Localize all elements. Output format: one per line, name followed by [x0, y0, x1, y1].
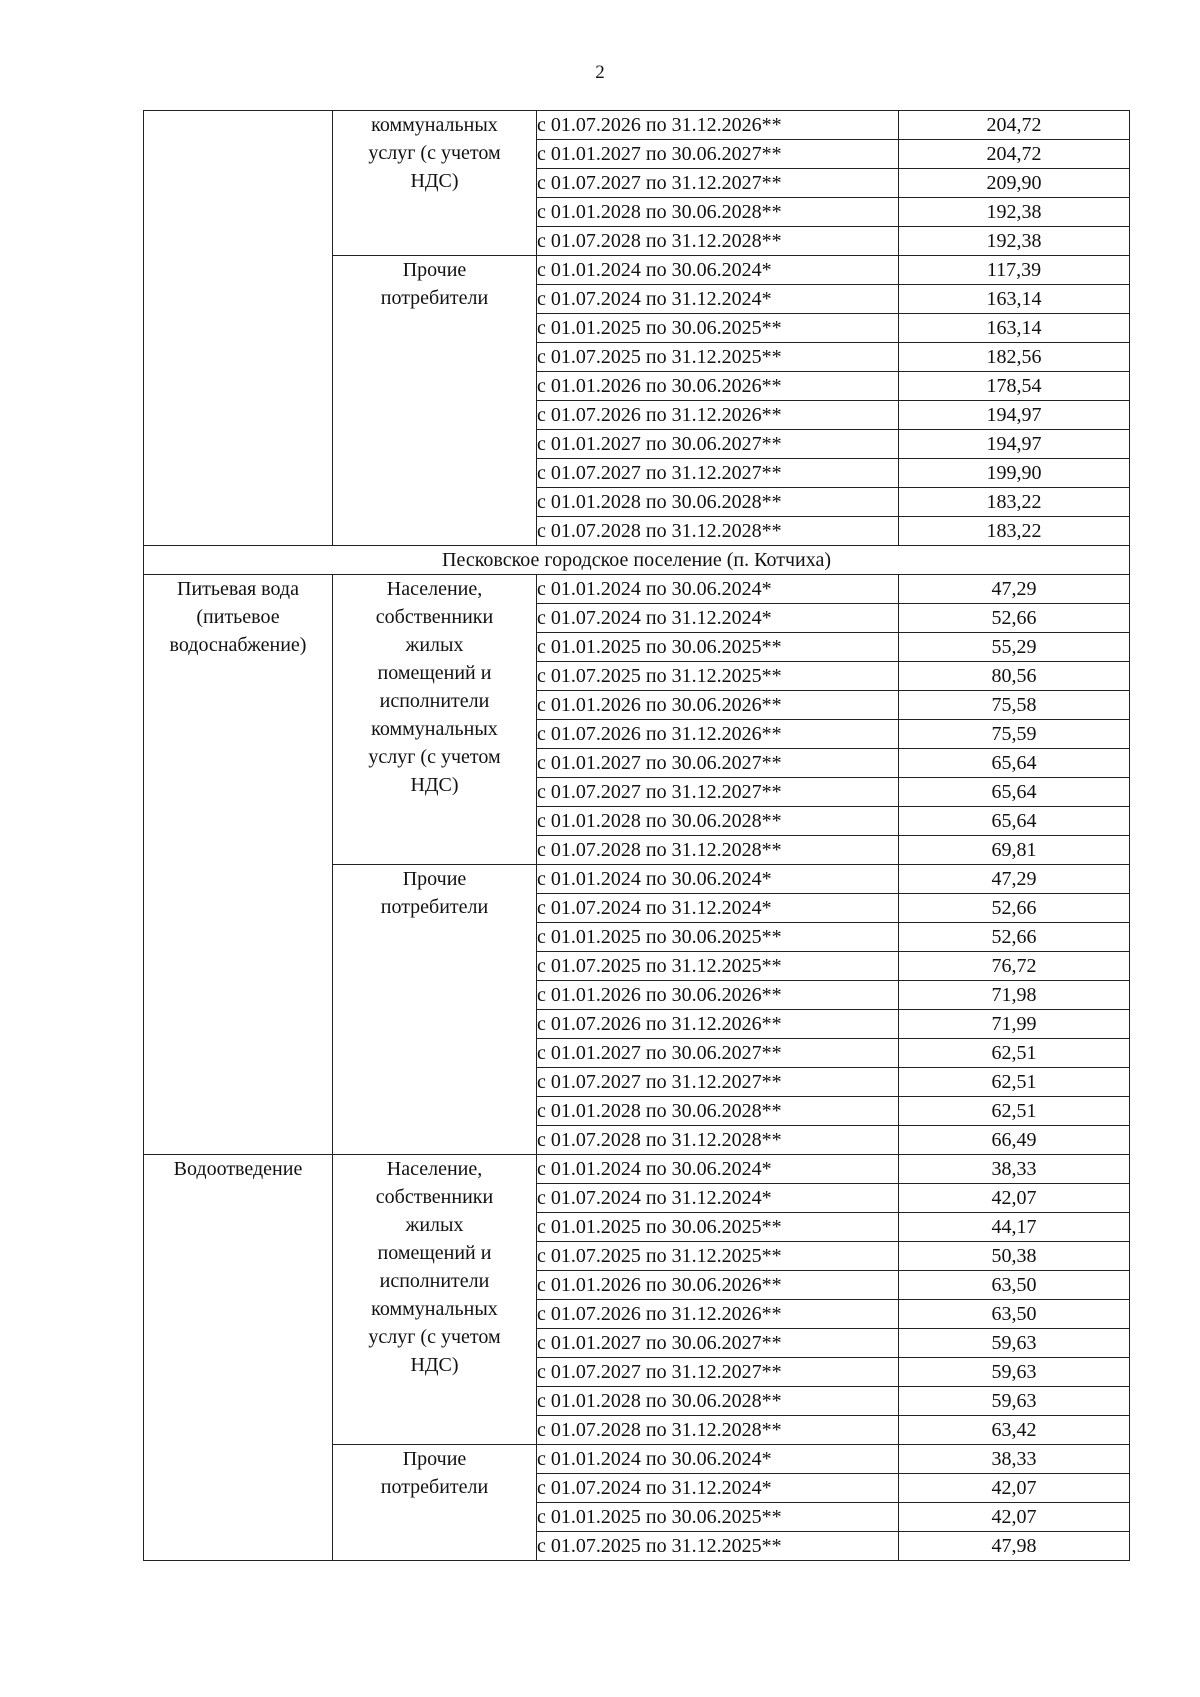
tariff-value-cell: 66,49: [899, 1126, 1130, 1155]
period-cell: с 01.07.2024 по 31.12.2024*: [537, 894, 899, 923]
period-cell: с 01.07.2028 по 31.12.2028**: [537, 836, 899, 865]
period-cell: с 01.07.2028 по 31.12.2028**: [537, 1126, 899, 1155]
period-cell: с 01.07.2027 по 31.12.2027**: [537, 1068, 899, 1097]
period-cell: с 01.07.2028 по 31.12.2028**: [537, 517, 899, 546]
period-cell: с 01.01.2026 по 30.06.2026**: [537, 1271, 899, 1300]
consumer-group-cell: [333, 865, 537, 1155]
service-label-line: Водоотведение: [173, 1158, 303, 1180]
period-cell: с 01.01.2028 по 30.06.2028**: [537, 198, 899, 227]
consumer-group-label-line: помещений и: [377, 662, 492, 684]
consumer-group-label-line: Прочие: [402, 259, 467, 281]
tariff-value-cell: 59,63: [899, 1358, 1130, 1387]
period-cell: с 01.01.2025 по 30.06.2025**: [537, 314, 899, 343]
tariff-value-cell: 204,72: [899, 111, 1130, 140]
table-row: [144, 1155, 1130, 1184]
tariff-value-cell: 59,63: [899, 1387, 1130, 1416]
period-cell: с 01.07.2027 по 31.12.2027**: [537, 1358, 899, 1387]
tariff-value-cell: 163,14: [899, 314, 1130, 343]
period-cell: с 01.07.2025 по 31.12.2025**: [537, 343, 899, 372]
service-cell: [144, 111, 333, 546]
tariff-value-cell: 71,99: [899, 1010, 1130, 1039]
tariff-value-cell: 117,39: [899, 256, 1130, 285]
consumer-group-cell: [333, 1155, 537, 1445]
period-cell: с 01.07.2027 по 31.12.2027**: [537, 778, 899, 807]
tariff-value-cell: 75,59: [899, 720, 1130, 749]
consumer-group-label-line: НДС): [410, 774, 459, 796]
tariff-value-cell: 47,98: [899, 1532, 1130, 1561]
tariff-value-cell: 38,33: [899, 1155, 1130, 1184]
tariff-value-cell: 44,17: [899, 1213, 1130, 1242]
page-number: 2: [595, 62, 605, 83]
period-cell: с 01.01.2024 по 30.06.2024*: [537, 1155, 899, 1184]
period-cell: с 01.07.2028 по 31.12.2028**: [537, 227, 899, 256]
period-cell: с 01.01.2028 по 30.06.2028**: [537, 1097, 899, 1126]
consumer-group-label-line: НДС): [410, 170, 459, 192]
period-cell: с 01.07.2025 по 31.12.2025**: [537, 662, 899, 691]
tariff-value-cell: 62,51: [899, 1097, 1130, 1126]
period-cell: с 01.07.2024 по 31.12.2024*: [537, 285, 899, 314]
tariff-value-cell: 80,56: [899, 662, 1130, 691]
tariff-value-cell: 42,07: [899, 1474, 1130, 1503]
tariff-value-cell: 63,50: [899, 1271, 1130, 1300]
table-row: [144, 111, 1130, 140]
tariff-value-cell: 50,38: [899, 1242, 1130, 1271]
consumer-group-label-line: собственники: [375, 606, 494, 628]
tariff-value-cell: 63,50: [899, 1300, 1130, 1329]
period-cell: с 01.07.2028 по 31.12.2028**: [537, 1416, 899, 1445]
service-cell: [144, 575, 333, 1155]
tariff-value-cell: 182,56: [899, 343, 1130, 372]
table-row: [144, 575, 1130, 604]
period-cell: с 01.07.2025 по 31.12.2025**: [537, 1532, 899, 1561]
period-cell: с 01.07.2026 по 31.12.2026**: [537, 1300, 899, 1329]
consumer-group-label-line: услуг (с учетом: [368, 1326, 501, 1348]
tariff-value-cell: 65,64: [899, 807, 1130, 836]
consumer-group-label-line: Население,: [386, 1158, 483, 1180]
period-cell: с 01.01.2027 по 30.06.2027**: [537, 140, 899, 169]
tariff-value-cell: 62,51: [899, 1039, 1130, 1068]
consumer-group-label-line: услуг (с учетом: [368, 746, 501, 768]
consumer-group-label-line: потребители: [380, 287, 489, 309]
period-cell: с 01.01.2025 по 30.06.2025**: [537, 1213, 899, 1242]
period-cell: с 01.01.2027 по 30.06.2027**: [537, 749, 899, 778]
tariff-value-cell: 59,63: [899, 1329, 1130, 1358]
tariff-value-cell: 47,29: [899, 575, 1130, 604]
consumer-group-label-line: Прочие: [402, 868, 467, 890]
tariff-value-cell: 71,98: [899, 981, 1130, 1010]
tariff-value-cell: 204,72: [899, 140, 1130, 169]
period-cell: с 01.07.2027 по 31.12.2027**: [537, 169, 899, 198]
consumer-group-label-line: коммунальных: [371, 718, 498, 740]
service-label-line: Питьевая вода: [177, 578, 299, 600]
period-cell: с 01.07.2024 по 31.12.2024*: [537, 1184, 899, 1213]
period-cell: с 01.07.2026 по 31.12.2026**: [537, 111, 899, 140]
tariff-value-cell: 192,38: [899, 198, 1130, 227]
consumer-group-cell: [333, 256, 537, 546]
period-cell: с 01.01.2027 по 30.06.2027**: [537, 1329, 899, 1358]
period-cell: с 01.01.2026 по 30.06.2026**: [537, 372, 899, 401]
period-cell: с 01.01.2028 по 30.06.2028**: [537, 1387, 899, 1416]
period-cell: с 01.07.2025 по 31.12.2025**: [537, 1242, 899, 1271]
tariff-value-cell: 69,81: [899, 836, 1130, 865]
section-row: [144, 546, 1130, 575]
tariff-value-cell: 163,14: [899, 285, 1130, 314]
consumer-group-cell: [333, 1445, 537, 1561]
period-cell: с 01.07.2026 по 31.12.2026**: [537, 720, 899, 749]
period-cell: с 01.07.2024 по 31.12.2024*: [537, 1474, 899, 1503]
tariff-value-cell: 194,97: [899, 430, 1130, 459]
consumer-group-label-line: исполнители: [379, 690, 490, 712]
tariff-value-cell: 52,66: [899, 604, 1130, 633]
period-cell: с 01.01.2024 по 30.06.2024*: [537, 256, 899, 285]
tariff-value-cell: 194,97: [899, 401, 1130, 430]
tariff-value-cell: 62,51: [899, 1068, 1130, 1097]
service-label-line: (питьевое: [196, 606, 280, 628]
tariff-value-cell: 63,42: [899, 1416, 1130, 1445]
consumer-group-cell: [333, 111, 537, 256]
service-cell: [144, 1155, 333, 1561]
period-cell: с 01.07.2027 по 31.12.2027**: [537, 459, 899, 488]
period-cell: с 01.01.2024 по 30.06.2024*: [537, 1445, 899, 1474]
tariff-value-cell: 42,07: [899, 1184, 1130, 1213]
consumer-group-cell: [333, 575, 537, 865]
period-cell: с 01.07.2025 по 31.12.2025**: [537, 952, 899, 981]
tariff-value-cell: 55,29: [899, 633, 1130, 662]
tariff-value-cell: 199,90: [899, 459, 1130, 488]
period-cell: с 01.01.2026 по 30.06.2026**: [537, 981, 899, 1010]
period-cell: с 01.01.2027 по 30.06.2027**: [537, 430, 899, 459]
tariff-value-cell: 192,38: [899, 227, 1130, 256]
tariff-value-cell: 209,90: [899, 169, 1130, 198]
tariff-value-cell: 76,72: [899, 952, 1130, 981]
period-cell: с 01.01.2027 по 30.06.2027**: [537, 1039, 899, 1068]
tariff-value-cell: 65,64: [899, 749, 1130, 778]
period-cell: с 01.01.2025 по 30.06.2025**: [537, 923, 899, 952]
tariff-table: [143, 110, 1130, 1561]
tariff-value-cell: 52,66: [899, 894, 1130, 923]
tariff-value-cell: 52,66: [899, 923, 1130, 952]
tariff-value-cell: 38,33: [899, 1445, 1130, 1474]
period-cell: с 01.01.2024 по 30.06.2024*: [537, 575, 899, 604]
consumer-group-label-line: жилых: [405, 634, 464, 656]
tariff-value-cell: 42,07: [899, 1503, 1130, 1532]
consumer-group-label-line: потребители: [380, 896, 489, 918]
section-title: Песковское городское поселение (п. Котчиха): [144, 546, 1130, 575]
consumer-group-label-line: НДС): [410, 1354, 459, 1376]
consumer-group-label-line: услуг (с учетом: [368, 142, 501, 164]
period-cell: с 01.07.2024 по 31.12.2024*: [537, 604, 899, 633]
service-label-line: водоснабжение): [169, 634, 307, 656]
consumer-group-label-line: Прочие: [402, 1448, 467, 1470]
consumer-group-label-line: Население,: [386, 578, 483, 600]
consumer-group-label-line: потребители: [380, 1476, 489, 1498]
period-cell: с 01.01.2024 по 30.06.2024*: [537, 865, 899, 894]
consumer-group-label-line: помещений и: [377, 1242, 492, 1264]
consumer-group-label-line: коммунальных: [371, 1298, 498, 1320]
period-cell: с 01.07.2026 по 31.12.2026**: [537, 401, 899, 430]
tariff-value-cell: 178,54: [899, 372, 1130, 401]
tariff-value-cell: 65,64: [899, 778, 1130, 807]
tariff-value-cell: 47,29: [899, 865, 1130, 894]
period-cell: с 01.01.2026 по 30.06.2026**: [537, 691, 899, 720]
period-cell: с 01.07.2026 по 31.12.2026**: [537, 1010, 899, 1039]
tariff-value-cell: 183,22: [899, 517, 1130, 546]
consumer-group-label-line: коммунальных: [371, 114, 498, 136]
consumer-group-label-line: собственники: [375, 1186, 494, 1208]
consumer-group-label-line: исполнители: [379, 1270, 490, 1292]
consumer-group-label-line: жилых: [405, 1214, 464, 1236]
tariff-value-cell: 75,58: [899, 691, 1130, 720]
period-cell: с 01.01.2025 по 30.06.2025**: [537, 633, 899, 662]
period-cell: с 01.01.2028 по 30.06.2028**: [537, 807, 899, 836]
tariff-value-cell: 183,22: [899, 488, 1130, 517]
period-cell: с 01.01.2028 по 30.06.2028**: [537, 488, 899, 517]
period-cell: с 01.01.2025 по 30.06.2025**: [537, 1503, 899, 1532]
tariff-table-body: [144, 111, 1130, 1561]
